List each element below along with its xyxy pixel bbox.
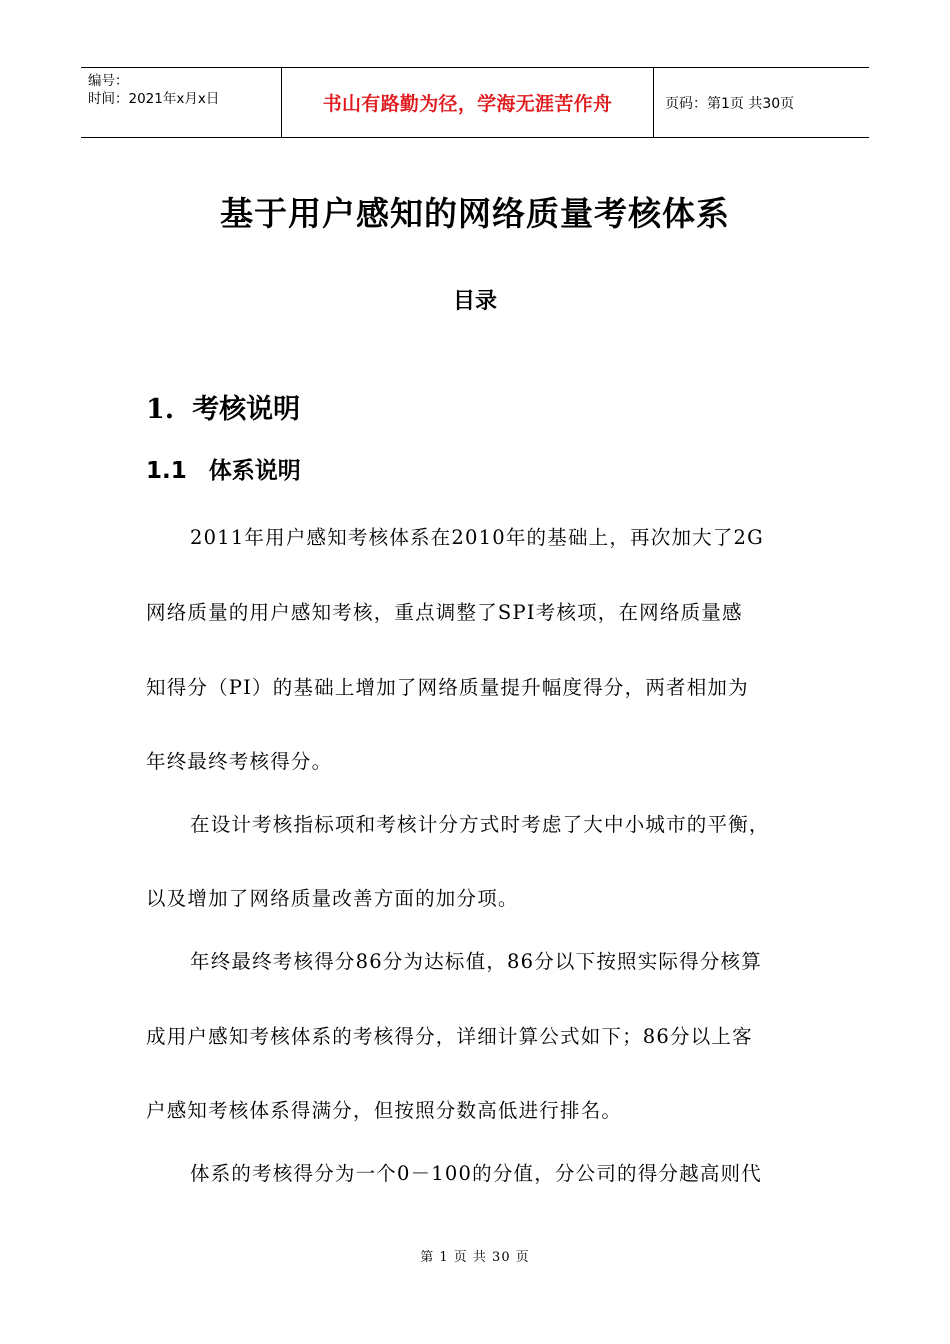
time-label: 时间：2021年x月x日 — [88, 91, 220, 107]
body-line: 知得分（PI）的基础上增加了网络质量提升幅度得分，两者相加为 — [146, 676, 749, 699]
header-page-info: 页码：第1页 共30页 — [665, 95, 795, 112]
document-header — [81, 67, 869, 138]
body-line: 在设计考核指标项和考核计分方式时考虑了大中小城市的平衡， — [190, 813, 770, 836]
document-title: 基于用户感知的网络质量考核体系 — [220, 194, 730, 233]
subsection-number: 1.1 — [146, 458, 187, 484]
page-footer: 第 1 页 共 30 页 — [420, 1250, 530, 1265]
subsection-heading — [146, 452, 301, 485]
header-motto: 书山有路勤为径，学海无涯苦作舟 — [322, 93, 613, 115]
body-line: 体系的考核得分为一个0－100的分值，分公司的得分越高则代 — [190, 1162, 762, 1185]
header-meta-cell — [81, 68, 281, 137]
header-motto-cell — [281, 68, 654, 137]
body-line: 成用户感知考核体系的考核得分，详细计算公式如下；86分以上客 — [146, 1025, 753, 1048]
body-line: 年终最终考核得分。 — [146, 750, 333, 773]
number-label: 编号： — [88, 73, 129, 89]
section-heading — [146, 387, 300, 426]
header-page-cell — [654, 68, 869, 137]
body-line: 户感知考核体系得满分，但按照分数高低进行排名。 — [146, 1099, 623, 1122]
body-line: 2011年用户感知考核体系在2010年的基础上，再次加大了2G — [190, 526, 764, 549]
body-line: 网络质量的用户感知考核，重点调整了SPI考核项，在网络质量感 — [146, 601, 743, 624]
toc-heading: 目录 — [452, 288, 497, 314]
section-number: 1. — [146, 394, 175, 425]
body-line: 以及增加了网络质量改善方面的加分项。 — [146, 887, 519, 910]
subsection-title: 体系说明 — [208, 457, 301, 484]
body-line: 年终最终考核得分86分为达标值，86分以下按照实际得分核算 — [190, 950, 762, 973]
section-title: 考核说明 — [192, 394, 301, 425]
